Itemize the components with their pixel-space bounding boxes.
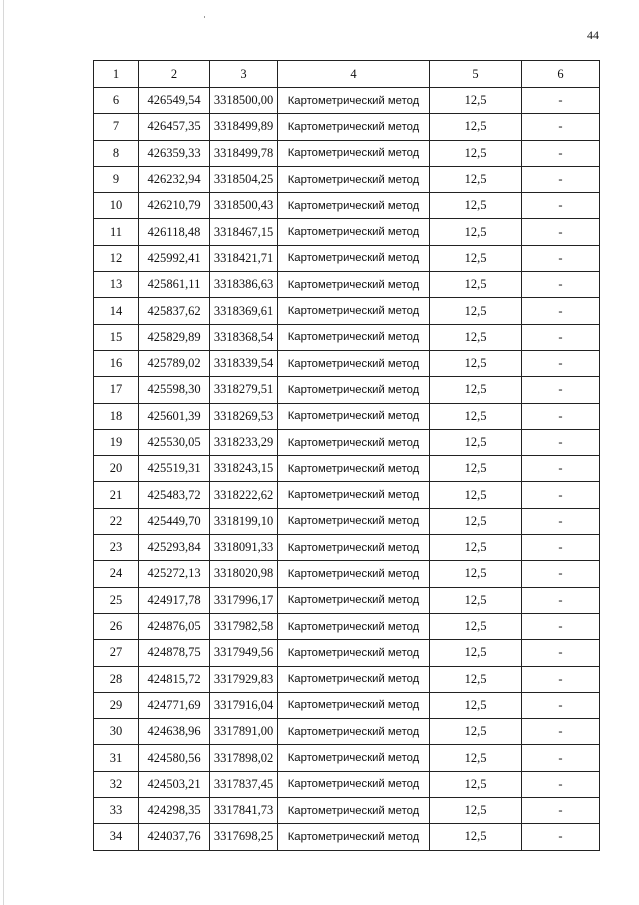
y-coordinate-cell: 3318499,89 <box>210 114 278 140</box>
point-number-cell: 22 <box>94 508 139 534</box>
table-row <box>94 482 600 508</box>
point-number-cell: 20 <box>94 456 139 482</box>
accuracy-cell: 12,5 <box>430 535 522 561</box>
accuracy-cell: 12,5 <box>430 219 522 245</box>
table-row <box>94 219 600 245</box>
y-coordinate-cell: 3318020,98 <box>210 561 278 587</box>
table-row <box>94 456 600 482</box>
x-coordinate-cell: 425837,62 <box>139 298 210 324</box>
method-cell: Картометрический метод <box>278 140 430 166</box>
x-coordinate-cell: 425530,05 <box>139 429 210 455</box>
y-coordinate-cell: 3317929,83 <box>210 666 278 692</box>
table-header <box>94 61 600 88</box>
point-number-cell: 32 <box>94 771 139 797</box>
table-row <box>94 719 600 745</box>
y-coordinate-cell: 3317891,00 <box>210 719 278 745</box>
method-cell: Картометрический метод <box>278 798 430 824</box>
point-number-cell: 14 <box>94 298 139 324</box>
accuracy-cell: 12,5 <box>430 456 522 482</box>
point-number-cell: 30 <box>94 719 139 745</box>
method-cell: Картометрический метод <box>278 429 430 455</box>
table-row <box>94 640 600 666</box>
point-number-cell: 29 <box>94 692 139 718</box>
accuracy-cell: 12,5 <box>430 377 522 403</box>
x-coordinate-cell: 425829,89 <box>139 324 210 350</box>
table-row <box>94 377 600 403</box>
description-cell: - <box>522 245 600 271</box>
accuracy-cell: 12,5 <box>430 324 522 350</box>
y-coordinate-cell: 3317949,56 <box>210 640 278 666</box>
point-number-cell: 21 <box>94 482 139 508</box>
point-number-cell: 11 <box>94 219 139 245</box>
description-cell: - <box>522 114 600 140</box>
coordinates-table <box>93 60 600 851</box>
point-number-cell: 10 <box>94 193 139 219</box>
description-cell: - <box>522 508 600 534</box>
method-cell: Картометрический метод <box>278 324 430 350</box>
method-cell: Картометрический метод <box>278 245 430 271</box>
method-cell: Картометрический метод <box>278 403 430 429</box>
x-coordinate-cell: 424503,21 <box>139 771 210 797</box>
point-number-cell: 33 <box>94 798 139 824</box>
x-coordinate-cell: 426359,33 <box>139 140 210 166</box>
method-cell: Картометрический метод <box>278 561 430 587</box>
x-coordinate-cell: 424878,75 <box>139 640 210 666</box>
table-row <box>94 114 600 140</box>
y-coordinate-cell: 3318504,25 <box>210 166 278 192</box>
accuracy-cell: 12,5 <box>430 719 522 745</box>
table-row <box>94 561 600 587</box>
x-coordinate-cell: 425861,11 <box>139 272 210 298</box>
point-number-cell: 18 <box>94 403 139 429</box>
description-cell: - <box>522 692 600 718</box>
y-coordinate-cell: 3317982,58 <box>210 613 278 639</box>
x-coordinate-cell: 425272,13 <box>139 561 210 587</box>
column-header-1: 1 <box>94 61 139 88</box>
accuracy-cell: 12,5 <box>430 350 522 376</box>
accuracy-cell: 12,5 <box>430 140 522 166</box>
method-cell: Картометрический метод <box>278 219 430 245</box>
point-number-cell: 19 <box>94 429 139 455</box>
y-coordinate-cell: 3318199,10 <box>210 508 278 534</box>
accuracy-cell: 12,5 <box>430 640 522 666</box>
y-coordinate-cell: 3318243,15 <box>210 456 278 482</box>
accuracy-cell: 12,5 <box>430 613 522 639</box>
table-row <box>94 272 600 298</box>
method-cell: Картометрический метод <box>278 350 430 376</box>
table-row <box>94 298 600 324</box>
description-cell: - <box>522 298 600 324</box>
point-number-cell: 23 <box>94 535 139 561</box>
method-cell: Картометрический метод <box>278 193 430 219</box>
accuracy-cell: 12,5 <box>430 692 522 718</box>
point-number-cell: 34 <box>94 824 139 850</box>
y-coordinate-cell: 3318233,29 <box>210 429 278 455</box>
accuracy-cell: 12,5 <box>430 245 522 271</box>
table-row <box>94 587 600 613</box>
accuracy-cell: 12,5 <box>430 166 522 192</box>
x-coordinate-cell: 425598,30 <box>139 377 210 403</box>
table-row <box>94 429 600 455</box>
column-header-6: 6 <box>522 61 600 88</box>
accuracy-cell: 12,5 <box>430 298 522 324</box>
point-number-cell: 7 <box>94 114 139 140</box>
x-coordinate-cell: 424580,56 <box>139 745 210 771</box>
page-number: 44 <box>587 28 599 42</box>
description-cell: - <box>522 771 600 797</box>
y-coordinate-cell: 3317837,45 <box>210 771 278 797</box>
point-number-cell: 9 <box>94 166 139 192</box>
y-coordinate-cell: 3318279,51 <box>210 377 278 403</box>
page-left-edge <box>3 0 4 905</box>
description-cell: - <box>522 745 600 771</box>
description-cell: - <box>522 798 600 824</box>
accuracy-cell: 12,5 <box>430 88 522 114</box>
description-cell: - <box>522 166 600 192</box>
y-coordinate-cell: 3318222,62 <box>210 482 278 508</box>
method-cell: Картометрический метод <box>278 456 430 482</box>
method-cell: Картометрический метод <box>278 114 430 140</box>
x-coordinate-cell: 426232,94 <box>139 166 210 192</box>
method-cell: Картометрический метод <box>278 824 430 850</box>
table-row <box>94 324 600 350</box>
table-row <box>94 508 600 534</box>
description-cell: - <box>522 429 600 455</box>
table-row <box>94 245 600 271</box>
method-cell: Картометрический метод <box>278 377 430 403</box>
scan-speck <box>204 16 205 18</box>
description-cell: - <box>522 272 600 298</box>
accuracy-cell: 12,5 <box>430 666 522 692</box>
description-cell: - <box>522 613 600 639</box>
method-cell: Картометрический метод <box>278 771 430 797</box>
description-cell: - <box>522 456 600 482</box>
accuracy-cell: 12,5 <box>430 482 522 508</box>
description-cell: - <box>522 350 600 376</box>
point-number-cell: 6 <box>94 88 139 114</box>
table-row <box>94 771 600 797</box>
description-cell: - <box>522 140 600 166</box>
description-cell: - <box>522 824 600 850</box>
x-coordinate-cell: 424638,96 <box>139 719 210 745</box>
y-coordinate-cell: 3318368,54 <box>210 324 278 350</box>
y-coordinate-cell: 3318091,33 <box>210 535 278 561</box>
y-coordinate-cell: 3318500,00 <box>210 88 278 114</box>
description-cell: - <box>522 377 600 403</box>
point-number-cell: 16 <box>94 350 139 376</box>
table-row <box>94 403 600 429</box>
method-cell: Картометрический метод <box>278 640 430 666</box>
y-coordinate-cell: 3317996,17 <box>210 587 278 613</box>
point-number-cell: 8 <box>94 140 139 166</box>
description-cell: - <box>522 719 600 745</box>
x-coordinate-cell: 425992,41 <box>139 245 210 271</box>
accuracy-cell: 12,5 <box>430 403 522 429</box>
table-body <box>94 88 600 851</box>
description-cell: - <box>522 666 600 692</box>
accuracy-cell: 12,5 <box>430 561 522 587</box>
x-coordinate-cell: 426549,54 <box>139 88 210 114</box>
description-cell: - <box>522 482 600 508</box>
accuracy-cell: 12,5 <box>430 114 522 140</box>
description-cell: - <box>522 324 600 350</box>
accuracy-cell: 12,5 <box>430 824 522 850</box>
column-header-5: 5 <box>430 61 522 88</box>
x-coordinate-cell: 425449,70 <box>139 508 210 534</box>
accuracy-cell: 12,5 <box>430 508 522 534</box>
column-header-3: 3 <box>210 61 278 88</box>
description-cell: - <box>522 535 600 561</box>
x-coordinate-cell: 424815,72 <box>139 666 210 692</box>
point-number-cell: 27 <box>94 640 139 666</box>
point-number-cell: 24 <box>94 561 139 587</box>
description-cell: - <box>522 219 600 245</box>
y-coordinate-cell: 3318421,71 <box>210 245 278 271</box>
point-number-cell: 12 <box>94 245 139 271</box>
point-number-cell: 17 <box>94 377 139 403</box>
x-coordinate-cell: 425293,84 <box>139 535 210 561</box>
x-coordinate-cell: 424037,76 <box>139 824 210 850</box>
description-cell: - <box>522 587 600 613</box>
table-row <box>94 193 600 219</box>
table-row <box>94 666 600 692</box>
table-row <box>94 350 600 376</box>
x-coordinate-cell: 424876,05 <box>139 613 210 639</box>
y-coordinate-cell: 3317916,04 <box>210 692 278 718</box>
y-coordinate-cell: 3318386,63 <box>210 272 278 298</box>
method-cell: Картометрический метод <box>278 482 430 508</box>
method-cell: Картометрический метод <box>278 692 430 718</box>
y-coordinate-cell: 3317698,25 <box>210 824 278 850</box>
point-number-cell: 15 <box>94 324 139 350</box>
x-coordinate-cell: 426118,48 <box>139 219 210 245</box>
x-coordinate-cell: 425519,31 <box>139 456 210 482</box>
point-number-cell: 28 <box>94 666 139 692</box>
table-row <box>94 613 600 639</box>
description-cell: - <box>522 88 600 114</box>
table-row <box>94 824 600 850</box>
table-row <box>94 88 600 114</box>
x-coordinate-cell: 425483,72 <box>139 482 210 508</box>
accuracy-cell: 12,5 <box>430 587 522 613</box>
y-coordinate-cell: 3318499,78 <box>210 140 278 166</box>
method-cell: Картометрический метод <box>278 298 430 324</box>
description-cell: - <box>522 403 600 429</box>
header-row <box>94 61 600 88</box>
accuracy-cell: 12,5 <box>430 745 522 771</box>
accuracy-cell: 12,5 <box>430 771 522 797</box>
point-number-cell: 26 <box>94 613 139 639</box>
method-cell: Картометрический метод <box>278 166 430 192</box>
x-coordinate-cell: 426457,35 <box>139 114 210 140</box>
point-number-cell: 13 <box>94 272 139 298</box>
table-row <box>94 166 600 192</box>
y-coordinate-cell: 3318269,53 <box>210 403 278 429</box>
method-cell: Картометрический метод <box>278 535 430 561</box>
method-cell: Картометрический метод <box>278 272 430 298</box>
method-cell: Картометрический метод <box>278 666 430 692</box>
table-row <box>94 140 600 166</box>
method-cell: Картометрический метод <box>278 587 430 613</box>
column-header-2: 2 <box>139 61 210 88</box>
method-cell: Картометрический метод <box>278 88 430 114</box>
table-row <box>94 798 600 824</box>
description-cell: - <box>522 193 600 219</box>
accuracy-cell: 12,5 <box>430 272 522 298</box>
accuracy-cell: 12,5 <box>430 798 522 824</box>
description-cell: - <box>522 640 600 666</box>
y-coordinate-cell: 3318369,61 <box>210 298 278 324</box>
x-coordinate-cell: 426210,79 <box>139 193 210 219</box>
accuracy-cell: 12,5 <box>430 429 522 455</box>
y-coordinate-cell: 3317898,02 <box>210 745 278 771</box>
column-header-4: 4 <box>278 61 430 88</box>
method-cell: Картометрический метод <box>278 613 430 639</box>
method-cell: Картометрический метод <box>278 719 430 745</box>
point-number-cell: 31 <box>94 745 139 771</box>
x-coordinate-cell: 424298,35 <box>139 798 210 824</box>
description-cell: - <box>522 561 600 587</box>
x-coordinate-cell: 425601,39 <box>139 403 210 429</box>
y-coordinate-cell: 3318500,43 <box>210 193 278 219</box>
table-row <box>94 745 600 771</box>
x-coordinate-cell: 424917,78 <box>139 587 210 613</box>
y-coordinate-cell: 3318467,15 <box>210 219 278 245</box>
x-coordinate-cell: 424771,69 <box>139 692 210 718</box>
y-coordinate-cell: 3318339,54 <box>210 350 278 376</box>
table-row <box>94 535 600 561</box>
accuracy-cell: 12,5 <box>430 193 522 219</box>
method-cell: Картометрический метод <box>278 745 430 771</box>
y-coordinate-cell: 3317841,73 <box>210 798 278 824</box>
method-cell: Картометрический метод <box>278 508 430 534</box>
point-number-cell: 25 <box>94 587 139 613</box>
table-row <box>94 692 600 718</box>
x-coordinate-cell: 425789,02 <box>139 350 210 376</box>
